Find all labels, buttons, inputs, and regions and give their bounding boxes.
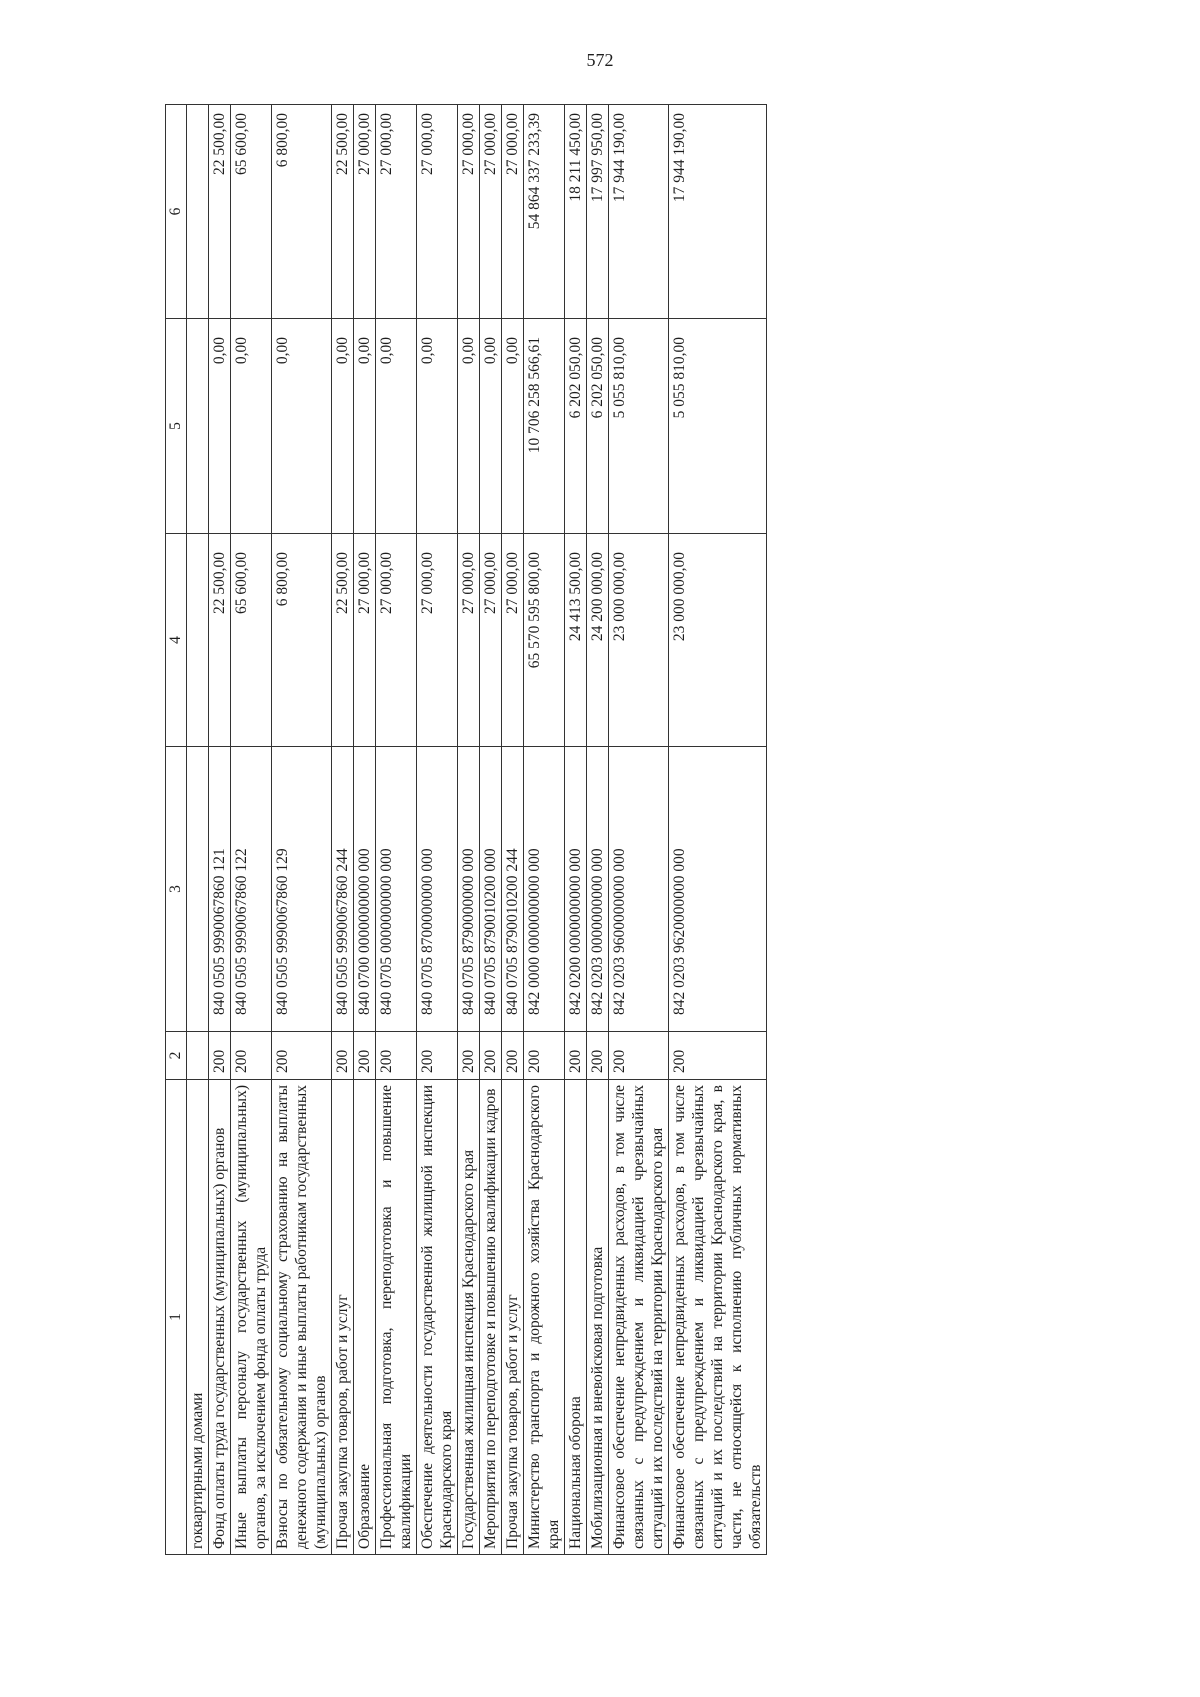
cell-col5: 0,00 (354, 319, 376, 534)
header-col-5: 5 (166, 319, 187, 534)
table-row (231, 105, 272, 1555)
cell-code: 200 (587, 1032, 609, 1080)
cell-col5: 0,00 (502, 319, 524, 534)
cell-code: 200 (524, 1032, 565, 1080)
page-number: 572 (586, 50, 614, 70)
header-col-4: 4 (166, 534, 187, 747)
cell-col5: 0,00 (209, 319, 231, 534)
cell-kbk: 840 0505 9990067860 121 (209, 747, 231, 1032)
cell-code: 200 (272, 1032, 332, 1080)
cell-kbk: 840 0700 0000000000 000 (354, 747, 376, 1032)
cell-col6 (187, 105, 209, 319)
cell-col6: 17 944 190,00 (669, 105, 767, 319)
cell-name: Финансовое обеспечение непредвиденных расходов, в том числе связанных с предупреждением и ликвидацией чрезвычайных ситуаций и их последствий на территории Краснодарского края, в части, не относящейся к исполнению публичных нормативных обязательств (669, 1080, 767, 1555)
table-row (417, 105, 458, 1555)
budget-table (165, 104, 767, 1555)
table-row (587, 105, 609, 1555)
cell-col4: 27 000,00 (458, 534, 480, 747)
cell-code: 200 (376, 1032, 417, 1080)
cell-col4: 6 800,00 (272, 534, 332, 747)
cell-col4: 27 000,00 (354, 534, 376, 747)
cell-col4: 65 570 595 800,00 (524, 534, 565, 747)
cell-kbk: 840 0705 8790010200 000 (480, 747, 502, 1032)
cell-col6: 17 944 190,00 (609, 105, 669, 319)
rotated-table-container (165, 105, 1105, 1555)
cell-name: Министерство транспорта и дорожного хозяйства Краснодарского края (524, 1080, 565, 1555)
cell-col5: 5 055 810,00 (669, 319, 767, 534)
cell-col5: 6 202 050,00 (587, 319, 609, 534)
cell-col5: 5 055 810,00 (609, 319, 669, 534)
cell-code: 200 (332, 1032, 354, 1080)
cell-col5 (187, 319, 209, 534)
cell-name: гоквартирными домами (187, 1080, 209, 1555)
cell-code (187, 1032, 209, 1080)
cell-col6: 22 500,00 (209, 105, 231, 319)
cell-col4: 22 500,00 (209, 534, 231, 747)
cell-col6: 54 864 337 233,39 (524, 105, 565, 319)
cell-kbk: 840 0705 0000000000 000 (376, 747, 417, 1032)
cell-col5: 10 706 258 566,61 (524, 319, 565, 534)
cell-col6: 27 000,00 (354, 105, 376, 319)
cell-col6: 27 000,00 (417, 105, 458, 319)
cell-name: Финансовое обеспечение непредвиденных расходов, в том числе связанных с предупреждением и ликвидацией чрезвычайных ситуаций и их последствий на территории Краснодарского края (609, 1080, 669, 1555)
table-row (524, 105, 565, 1555)
header-col-6: 6 (166, 105, 187, 319)
cell-col6: 65 600,00 (231, 105, 272, 319)
cell-name: Взносы по обязательному социальному страхованию на выплаты денежного содержания и иные выплаты работникам государственных (муниципальных) органов (272, 1080, 332, 1555)
cell-col4: 27 000,00 (376, 534, 417, 747)
cell-kbk: 842 0200 0000000000 000 (565, 747, 587, 1032)
cell-kbk: 840 0505 9990067860 244 (332, 747, 354, 1032)
table-row (669, 105, 767, 1555)
cell-name: Прочая закупка товаров, работ и услуг (502, 1080, 524, 1555)
table-row (480, 105, 502, 1555)
cell-col4: 27 000,00 (417, 534, 458, 747)
cell-col4: 23 000 000,00 (609, 534, 669, 747)
cell-kbk: 842 0203 0000000000 000 (587, 747, 609, 1032)
cell-col4: 22 500,00 (332, 534, 354, 747)
cell-code: 200 (354, 1032, 376, 1080)
cell-col4: 27 000,00 (480, 534, 502, 747)
cell-col6: 6 800,00 (272, 105, 332, 319)
cell-col5: 0,00 (332, 319, 354, 534)
cell-code: 200 (480, 1032, 502, 1080)
cell-kbk: 842 0000 0000000000 000 (524, 747, 565, 1032)
cell-col6: 17 997 950,00 (587, 105, 609, 319)
cell-col6: 27 000,00 (458, 105, 480, 319)
cell-name: Государственная жилищная инспекция Краснодарского края (458, 1080, 480, 1555)
table-row (376, 105, 417, 1555)
cell-col4: 65 600,00 (231, 534, 272, 747)
cell-col5: 0,00 (458, 319, 480, 534)
cell-col4: 24 200 000,00 (587, 534, 609, 747)
header-col-2: 2 (166, 1032, 187, 1080)
cell-code: 200 (565, 1032, 587, 1080)
cell-name: Образование (354, 1080, 376, 1555)
table-row (609, 105, 669, 1555)
cell-name: Мероприятия по переподготовке и повышению квалификации кадров (480, 1080, 502, 1555)
table-row (187, 105, 209, 1555)
cell-name: Мобилизационная и вневойсковая подготовка (587, 1080, 609, 1555)
table-row (272, 105, 332, 1555)
cell-col6: 27 000,00 (480, 105, 502, 319)
cell-col5: 0,00 (480, 319, 502, 534)
cell-col4 (187, 534, 209, 747)
cell-code: 200 (231, 1032, 272, 1080)
cell-name: Фонд оплаты труда государственных (муниципальных) органов (209, 1080, 231, 1555)
cell-col6: 27 000,00 (376, 105, 417, 319)
cell-name: Иные выплаты персоналу государственных (муниципальных) органов, за исключением фонда оплаты труда (231, 1080, 272, 1555)
table-row (502, 105, 524, 1555)
cell-col4: 24 413 500,00 (565, 534, 587, 747)
cell-code: 200 (669, 1032, 767, 1080)
cell-code: 200 (209, 1032, 231, 1080)
cell-code: 200 (458, 1032, 480, 1080)
header-col-1: 1 (166, 1080, 187, 1555)
cell-col4: 27 000,00 (502, 534, 524, 747)
cell-code: 200 (609, 1032, 669, 1080)
cell-name: Обеспечение деятельности государственной жилищной инспекции Краснодарского края (417, 1080, 458, 1555)
cell-kbk: 842 0203 9620000000 000 (669, 747, 767, 1032)
cell-col5: 0,00 (417, 319, 458, 534)
table-row (354, 105, 376, 1555)
cell-col5: 0,00 (231, 319, 272, 534)
cell-name: Прочая закупка товаров, работ и услуг (332, 1080, 354, 1555)
cell-kbk: 840 0505 9990067860 129 (272, 747, 332, 1032)
cell-kbk: 842 0203 9600000000 000 (609, 747, 669, 1032)
cell-name: Профессиональная подготовка, переподготовка и повышение квалификации (376, 1080, 417, 1555)
cell-kbk: 840 0705 8700000000 000 (417, 747, 458, 1032)
table-row (565, 105, 587, 1555)
table-row (458, 105, 480, 1555)
table-row (209, 105, 231, 1555)
cell-col6: 27 000,00 (502, 105, 524, 319)
cell-name: Национальная оборона (565, 1080, 587, 1555)
cell-col5: 0,00 (272, 319, 332, 534)
cell-code: 200 (417, 1032, 458, 1080)
cell-kbk: 840 0705 8790000000 000 (458, 747, 480, 1032)
cell-kbk: 840 0705 8790010200 244 (502, 747, 524, 1032)
cell-col6: 22 500,00 (332, 105, 354, 319)
cell-kbk (187, 747, 209, 1032)
cell-col5: 6 202 050,00 (565, 319, 587, 534)
cell-col5: 0,00 (376, 319, 417, 534)
cell-col6: 18 211 450,00 (565, 105, 587, 319)
cell-kbk: 840 0505 9990067860 122 (231, 747, 272, 1032)
header-col-3: 3 (166, 747, 187, 1032)
header-row (166, 105, 187, 1555)
cell-col4: 23 000 000,00 (669, 534, 767, 747)
table-row (332, 105, 354, 1555)
cell-code: 200 (502, 1032, 524, 1080)
